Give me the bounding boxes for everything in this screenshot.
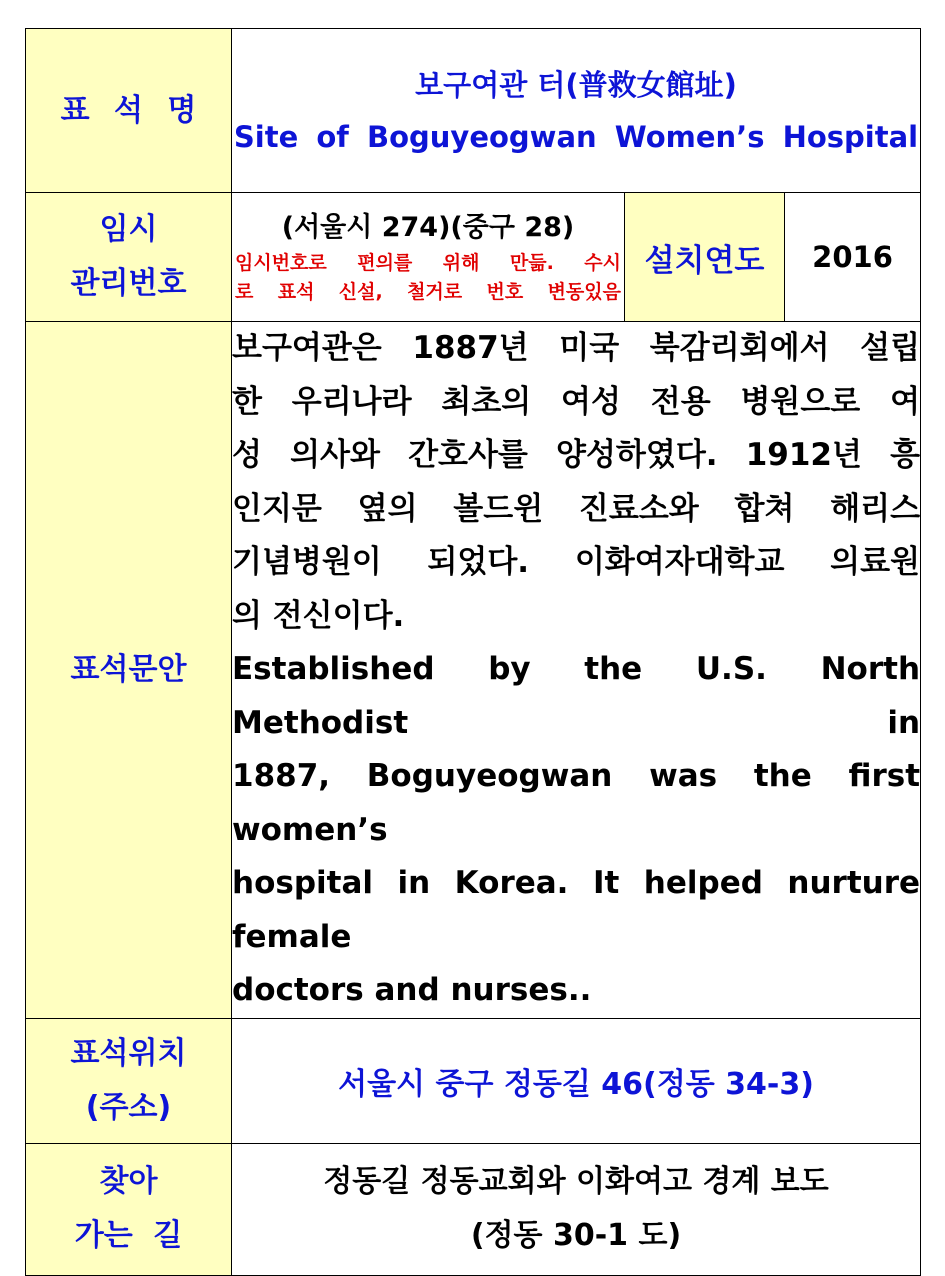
inscription-en-line: 1887, Boguyeogwan was the first women’s	[232, 758, 921, 848]
temp-number-main: (서울시 274)(중구 28)	[281, 212, 575, 243]
marker-info-table	[25, 28, 921, 1276]
inscription-text	[232, 322, 921, 1019]
inscription-ko-line: 인지문 옆의 볼드윈 진료소와 합쳐 해리스	[232, 490, 921, 527]
location-label-line1: 표석위치	[70, 1035, 187, 1071]
inscription-ko-line: 보구여관은 1887년 미국 북감리회에서 설립	[232, 330, 921, 366]
location-label	[26, 1018, 232, 1143]
route-label-line2: 가는 길	[74, 1218, 183, 1253]
temp-number-label	[26, 193, 232, 322]
inscription-row	[26, 322, 921, 1019]
temp-number-note-line2: 로 표석 신설, 철거로 번호 변동있음	[235, 281, 621, 303]
install-year-label: 설치연도	[625, 193, 785, 322]
temp-number-value	[232, 193, 625, 322]
location-row	[26, 1018, 921, 1143]
location-label-line2: (주소)	[85, 1089, 172, 1125]
inscription-ko-line: 성 의사와 간호사를 양성하였다. 1912년 흥	[232, 437, 921, 473]
inscription-en-line: hospital in Korea. It helped nurture female	[232, 865, 921, 955]
install-year-value: 2016	[785, 193, 921, 322]
location-value: 서울시 중구 정동길 46(정동 34-3)	[232, 1018, 921, 1143]
route-value-line2: (정동 30-1 도)	[470, 1218, 682, 1253]
route-label	[26, 1143, 232, 1275]
inscription-label: 표석문안	[26, 322, 232, 1019]
inscription-ko-line: 의 전신이다.	[232, 597, 405, 634]
inscription-en-line: doctors and nurses..	[232, 972, 592, 1008]
route-value	[232, 1143, 921, 1275]
inscription-ko-line: 한 우리나라 최초의 여성 전용 병원으로 여	[232, 383, 921, 420]
route-label-line1: 찾아	[99, 1164, 158, 1199]
temp-number-label-line1: 임시	[99, 212, 158, 247]
route-value-line1: 정동길 정동교회와 이화여고 경계 보도	[323, 1164, 829, 1199]
temp-number-label-line2: 관리번호	[70, 266, 187, 301]
title-korean: 보구여관 터(普救女館址)	[415, 67, 737, 102]
name-label: 표 석 명	[26, 29, 232, 193]
route-row	[26, 1143, 921, 1275]
inscription-ko-line: 기념병원이 되었다. 이화여자대학교 의료원	[232, 544, 921, 580]
title-english: Site of Boguyeogwan Women’s Hospital	[233, 119, 919, 154]
name-value	[232, 29, 921, 193]
name-row	[26, 29, 921, 193]
temp-number-note-line1: 임시번호로 편의를 위해 만듦. 수시	[235, 252, 621, 274]
temp-number-row	[26, 193, 921, 322]
inscription-en-line: Established by the U.S. North Methodist in	[232, 651, 921, 741]
